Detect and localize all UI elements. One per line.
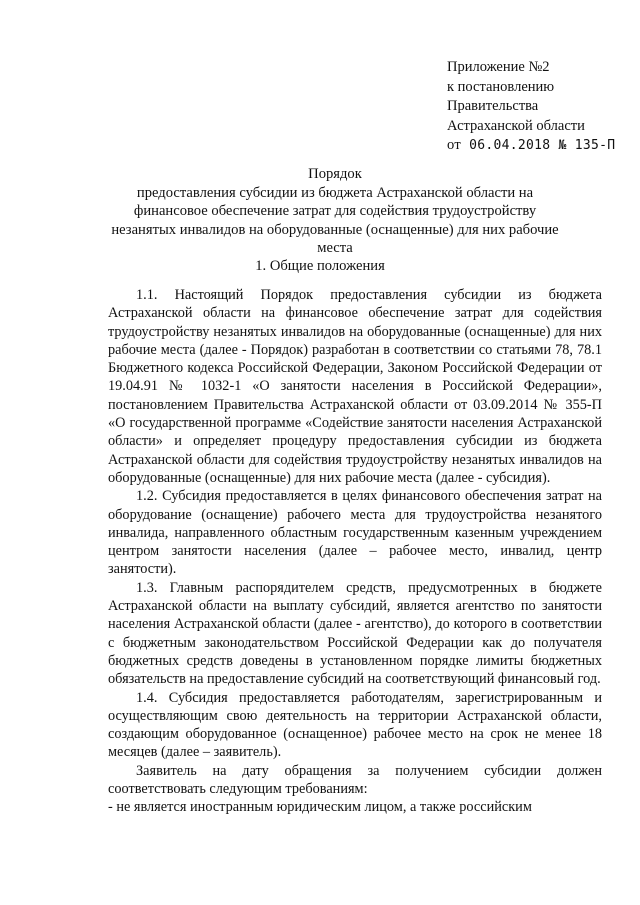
paragraph-dash-item: - не является иностранным юридическим лицом, а также российским [108,799,532,816]
title-heading: Порядок [308,166,362,182]
paragraph-1-1: 1.1. Настоящий Порядок предоставления субсидии из бюджета Астраханской области на финансовое обеспечение затрат для содействия трудоустройству незанятых инвалидов на оборудованные (оснащенные) для них рабочие места (далее - Порядок) разработан в соответствии со статьями 78, 78.1 Бюджетного кодекса Российской Федерации, Законом Российской Федерации от 19.04.91 № 1032-1 «О занятости населения в Российской Федерации», постановлением Правительства Астраханской области от 03.09.2014 № 355-П «О государственной программе «Содействие занятости населения Астраханской области» и определяет процедуру предоставления субсидии из бюджета Астраханской области для содействия трудоустройству незанятых инвалидов на оборудованные (оснащенные) для них рабочие места (далее - субсидия). [108,287,602,486]
title-subtitle: предоставления субсидии из бюджета Астраханской области на финансовое обеспечение затрат для содействия трудоустройству незанятых инвалидов на оборудованные (оснащенные) для них рабочие места [111,184,559,257]
appendix-date-line [447,136,615,156]
appendix-block [447,58,615,156]
document-title [100,165,570,258]
date-prefix: от [447,137,461,153]
section-heading: 1. Общие положения [255,258,385,274]
document-body [108,286,602,817]
paragraph-requirements: Заявитель на дату обращения за получением субсидии должен соответствовать следующим требованиям: [108,762,602,798]
appendix-resolution: к постановлению [447,78,555,95]
paragraph-1-2: 1.2. Субсидия предоставляется в целях финансового обеспечения затрат на оборудование (оснащение) рабочего места для трудоустройства незанятого инвалида, направленного областным государственным казенным учреждением центром занятости населения (далее – рабочее место, инвалид, центр занятости). [108,488,602,578]
paragraph-1-4: 1.4. Субсидия предоставляется работодателям, зарегистрированным и осуществляющим свою деятельность на территории Астраханской области, создающим оборудованное (оснащенное) рабочее место на срок не менее 18 месяцев (далее – заявитель). [108,689,602,761]
date-value: 06.04.2018 № 135-П [469,138,616,153]
paragraph-1-3: 1.3. Главным распорядителем средств, предусмотренных в бюджете Астраханской области на выплату субсидий, является агентство по занятости населения Астраханской области (далее - агентство), до которого в соответствии с бюджетным законодательством Российской Федерации как до получателя бюджетных средств доведены в установленном порядке лимиты бюджетных обязательств на предоставление субсидий на соответствующий финансовый год. [108,579,602,688]
appendix-region: Астраханской области [447,117,585,134]
appendix-government: Правительства [447,98,539,114]
appendix-number: Приложение №2 [447,59,550,75]
